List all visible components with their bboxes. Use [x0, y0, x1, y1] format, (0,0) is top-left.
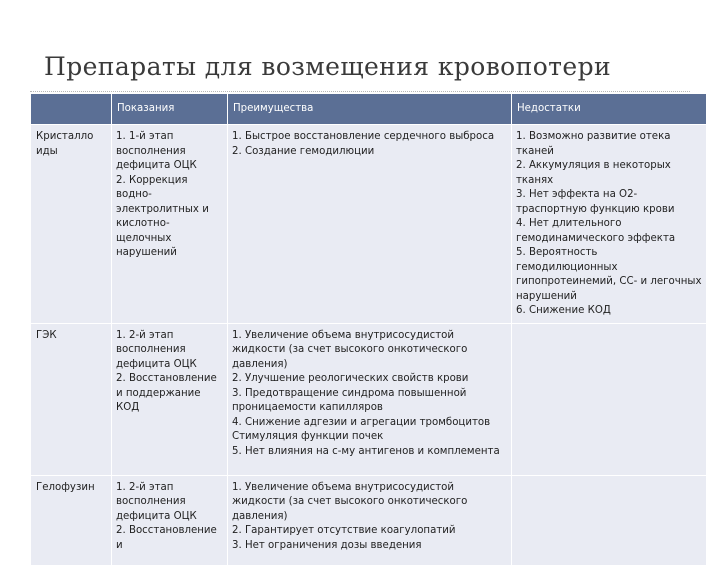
cell-item: 3. Предотвращение синдрома повышенной проницаемости капилляров [232, 387, 467, 413]
cell-item: 5. Нет влияния на с-му антигенов и комплемента [232, 445, 500, 457]
cell-item: 4. Нет длительного гемодинамического эффекта [516, 218, 676, 244]
cell-item: 3. Нет эффекта на О2-траспортную функцию крови [516, 189, 675, 215]
cell-item: 1. Увеличение объема внутрисосудистой жидкости (за счет высокого онкотического давления) [232, 329, 468, 370]
cell-item: 2. Создание гемодилюции [232, 145, 375, 157]
cell-item: 1. Возможно развитие отека тканей [516, 131, 671, 157]
cell-indications [112, 125, 228, 324]
header-advantages: Преимущества [228, 94, 512, 125]
header-indications: Показания [112, 94, 228, 125]
cell-item: 2. Аккумуляция в некоторых тканях [516, 160, 671, 186]
cell-item: 1. Увеличение объема внутрисосудистой жидкости (за счет высокого онкотического давления) [232, 481, 468, 522]
cell-item: 2. Восстановление и поддержание КОД [116, 373, 217, 413]
cell-disadvantages [512, 323, 707, 475]
cell-item: 1. 2-й этап восполнения дефицита ОЦК [116, 481, 197, 522]
cell-advantages [228, 323, 512, 475]
row-drug-name: ГЭК [31, 323, 112, 475]
drugs-table [30, 93, 707, 566]
cell-item: 5. Вероятность гемодилюционных гипопротеинемий, СС- и легочных нарушений [516, 247, 702, 302]
header-disadvantages: Недостатки [512, 94, 707, 125]
cell-item: 1. Быстрое восстановление сердечного выброса [232, 131, 495, 142]
table-header-row [31, 94, 707, 125]
cell-item: 1. 2-й этап восполнения дефицита ОЦК [116, 329, 197, 370]
cell-advantages [228, 475, 512, 565]
cell-item: 2. Гарантирует отсутствие коагулопатий [232, 525, 456, 536]
cell-disadvantages [512, 125, 707, 324]
cell-item: 2. Улучшение реологических свойств крови [232, 373, 469, 384]
cell-indications [112, 475, 228, 565]
cell-item: 6. Снижение КОД [516, 305, 611, 316]
cell-item: 3. Нет ограничения дозы введения [232, 539, 422, 551]
row-drug-name: Гелофузин [31, 475, 112, 565]
cell-item: 2. Коррекция водно-электролитных и кислотно-щелочных нарушений [116, 174, 209, 258]
table-row [31, 475, 707, 565]
cell-indications [112, 323, 228, 475]
cell-item: 1. 1-й этап восполнения дефицита ОЦК [116, 131, 197, 171]
cell-item: 2. Восстановление и [116, 525, 217, 551]
cell-disadvantages [512, 475, 707, 565]
header-name [31, 94, 112, 125]
cell-advantages [228, 125, 512, 324]
slide-title: Препараты для возмещения кровопотери [44, 52, 612, 81]
table-row [31, 323, 707, 475]
table-row [31, 125, 707, 324]
row-drug-name: Кристалло иды [31, 125, 112, 324]
cell-item: 4. Снижение адгезии и агрегации тромбоцитов Стимуляция функции почек [232, 416, 491, 442]
title-divider [30, 91, 690, 92]
